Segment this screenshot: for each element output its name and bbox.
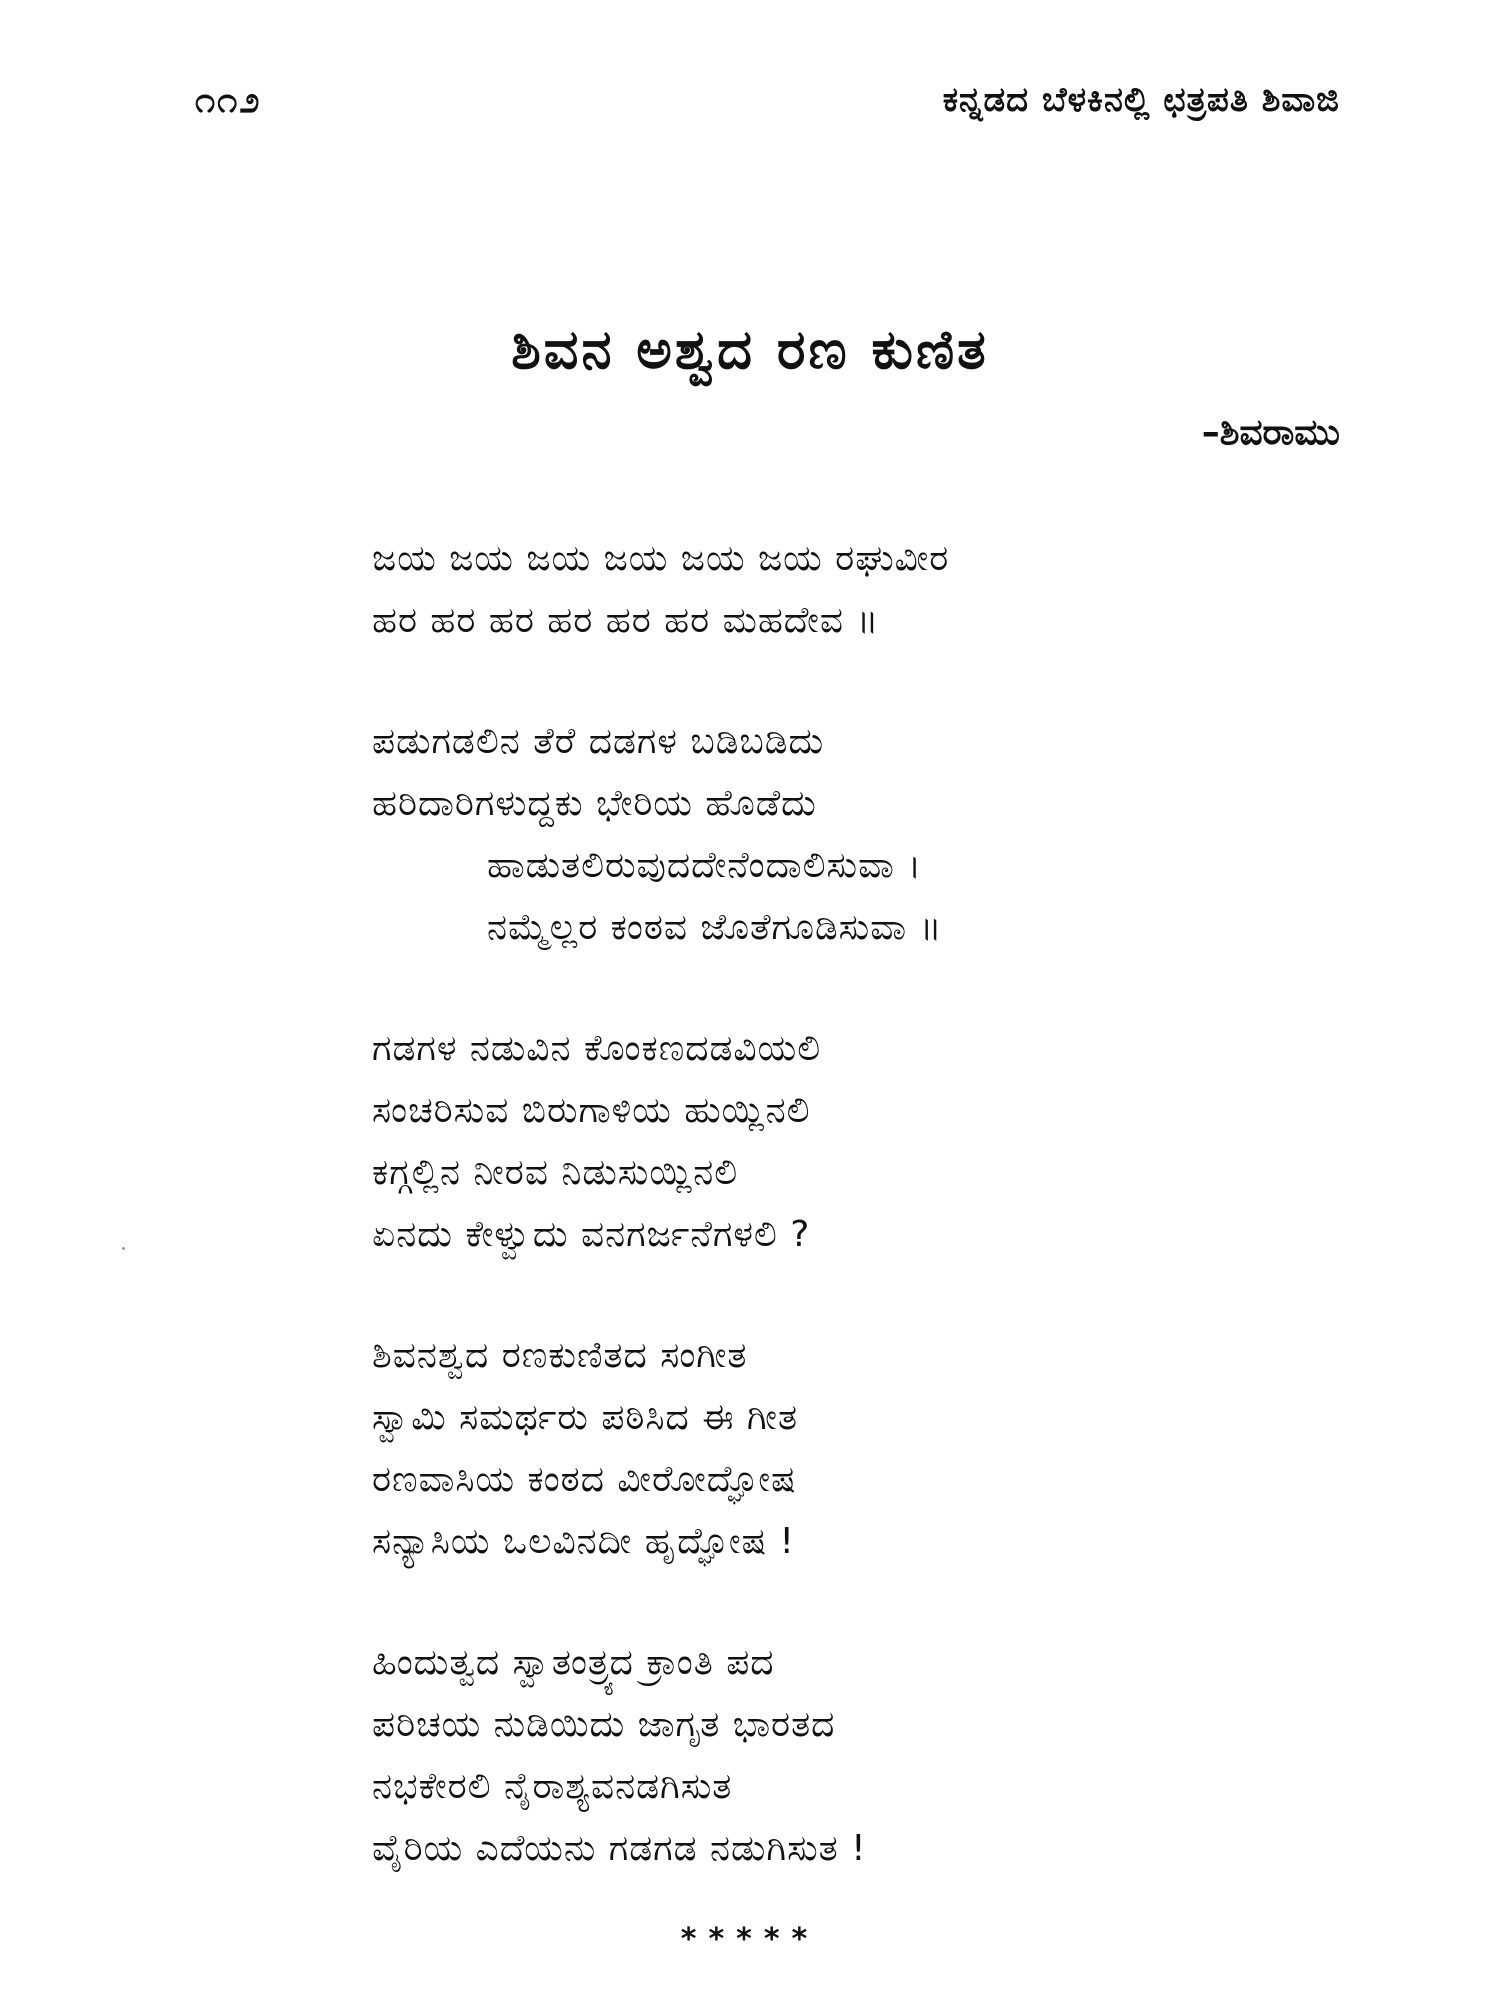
- stanza-2: [372, 711, 1372, 959]
- poem-line: ಶಿವನಶ್ವದ ರಣಕುಣಿತದ ಸಂಗೀತ: [372, 1335, 748, 1376]
- section-separator: *****: [680, 1922, 820, 1957]
- stanza-1: [372, 528, 1372, 652]
- poem-body: [372, 528, 1372, 1939]
- poem-line-indented: ನಮ್ಮೆಲ್ಲರ ಕಂಠವ ಜೊತೆಗೂಡಿಸುವಾ ॥: [487, 907, 943, 948]
- poem-line: ಕಗ್ಗಲ್ಲಿನ ನೀರವ ನಿಡುಸುಯ್ಲಿನಲಿ: [372, 1152, 739, 1193]
- poem-line: ಜಯ ಜಯ ಜಯ ಜಯ ಜಯ ಜಯ ರಘುವೀರ: [372, 538, 950, 579]
- poem-line: ಗಡಗಳ ನಡುವಿನ ಕೊಂಕಣದಡವಿಯಲಿ: [372, 1028, 822, 1069]
- poem-line: ವೈರಿಯ ಎದೆಯನು ಗಡಗಡ ನಡುಗಿಸುತ !: [372, 1828, 867, 1869]
- poem-line: ನಭಕೇರಲಿ ನೈರಾಶ್ಯವನಡಗಿಸುತ: [372, 1766, 733, 1807]
- poem-line: ಪಡುಗಡಲಿನ ತೆರೆ ದಡಗಳ ಬಡಿಬಡಿದು: [372, 721, 825, 762]
- poem-line: ಹರಿದಾರಿಗಳುದ್ದಕು ಭೇರಿಯ ಹೊಡೆದು: [372, 783, 817, 824]
- poem-line: ಸನ್ಯಾಸಿಯ ಒಲವಿನದೀ ಹೃದ್ಘೋಷ !: [372, 1521, 795, 1562]
- page-number: ೧೧೨: [195, 80, 262, 121]
- poem-line: ರಣವಾಸಿಯ ಕಂಠದ ವೀರೋದ್ಘೋಷ: [372, 1459, 797, 1500]
- stanza-4: [372, 1325, 1372, 1573]
- stanza-3: [372, 1018, 1372, 1266]
- poem-line: ಪರಿಚಯ ನುಡಿಯಿದು ಜಾಗೃತ ಭಾರತದ: [372, 1704, 836, 1745]
- poem-line: ಸ್ವಾಮಿ ಸಮರ್ಥರು ಪಠಿಸಿದ ಈ ಗೀತ: [372, 1397, 799, 1438]
- poem-line-indented: ಹಾಡುತಲಿರುವುದದೇನೆಂದಾಲಿಸುವಾ ।: [487, 845, 923, 886]
- poem-line: ಸಂಚರಿಸುವ ಬಿರುಗಾಳಿಯ ಹುಯ್ಲಿನಲಿ: [372, 1090, 811, 1131]
- stanza-5: [372, 1632, 1372, 1880]
- poem-author: –ಶಿವರಾಮು: [1201, 412, 1340, 453]
- scan-speck: [122, 1247, 125, 1250]
- poem-line: ಹಿಂದುತ್ವದ ಸ್ವಾತಂತ್ರ್ಯದ ಕ್ರಾಂತಿ ಪದ: [372, 1642, 775, 1683]
- running-header-title: ಕನ್ನಡದ ಬೆಳಕಿನಲ್ಲಿ ಛತ್ರಪತಿ ಶಿವಾಜಿ: [942, 80, 1340, 120]
- poem-line: ಏನದು ಕೇಳ್ವುದು ವನಗರ್ಜನೆಗಳಲಿ ?: [372, 1214, 811, 1255]
- poem-title: ಶಿವನ ಅಶ್ವದ ರಣ ಕುಣಿತ: [511, 318, 989, 381]
- poem-line: ಹರ ಹರ ಹರ ಹರ ಹರ ಹರ ಮಹದೇವ ॥: [372, 600, 880, 641]
